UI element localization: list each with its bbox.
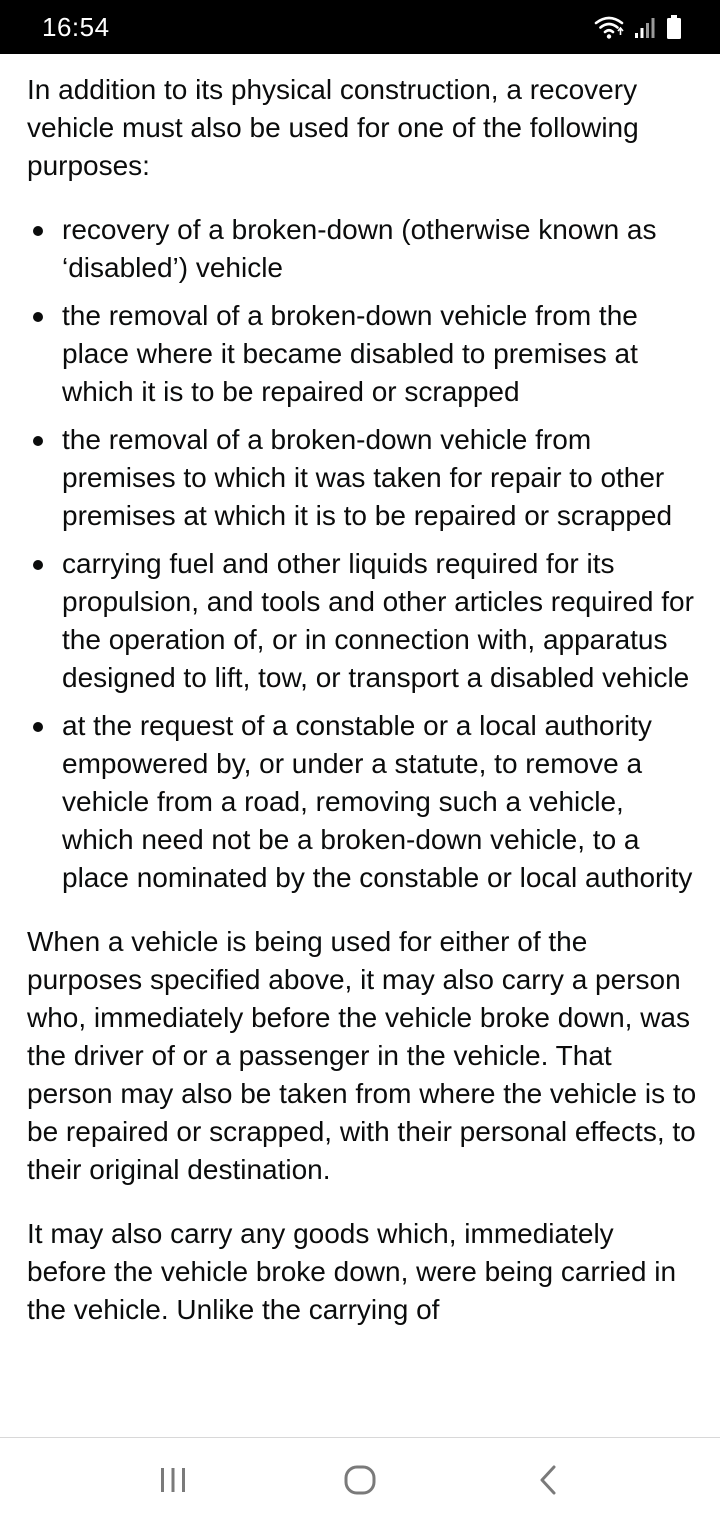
- back-icon: [536, 1464, 560, 1496]
- list-item-text: recovery of a broken-down (otherwise known as ‘disabled’) vehicle: [62, 214, 657, 283]
- list-item-text: the removal of a broken-down vehicle from the place where it became disabled to premises at which it is to be repaired or scrapped: [62, 300, 638, 407]
- status-bar: [0, 0, 720, 54]
- list-item: [27, 421, 699, 535]
- list-item: [27, 297, 699, 411]
- list-item: [27, 211, 699, 287]
- intro-paragraph: In addition to its physical construction, a recovery vehicle must also be used for one of the following purposes:: [27, 74, 639, 181]
- article-body: [27, 54, 699, 1355]
- status-time: 16:54: [42, 11, 110, 42]
- bullet-dot: [33, 312, 43, 322]
- wifi-icon: [594, 14, 624, 40]
- list-item: [27, 545, 699, 697]
- list-item-text: the removal of a broken-down vehicle from premises to which it was taken for repair to other premises at which it is to be repaired or scrapped: [62, 424, 673, 531]
- list-item: [27, 707, 699, 897]
- status-icons: [594, 14, 682, 40]
- bullet-dot: [33, 436, 43, 446]
- recent-apps-icon: [158, 1466, 188, 1494]
- passenger-paragraph: When a vehicle is being used for either of the purposes specified above, it may also carry a person who, immediately before the vehicle broke down, was the driver of or a passenger in the vehicle. That person may also be taken from where the vehicle is to be repaired or scrapped, with their personal effects, to their original destination.: [27, 926, 697, 1185]
- bullet-dot: [33, 560, 43, 570]
- home-button[interactable]: [300, 1438, 420, 1520]
- battery-icon: [666, 14, 682, 40]
- bullet-dot: [33, 226, 43, 236]
- list-item-text: at the request of a constable or a local authority empowered by, or under a statute, to remove a vehicle from a road, removing such a vehicle, which need not be a broken-down vehicle, to a place nominated by the constable or local authority: [62, 710, 693, 893]
- article-content[interactable]: [0, 54, 720, 1437]
- list-item-text: carrying fuel and other liquids required for its propulsion, and tools and other articles required for the operation of, or in connection with, apparatus designed to lift, tow, or transport a disabled vehicle: [62, 548, 694, 693]
- home-icon: [343, 1464, 377, 1496]
- signal-icon: [634, 15, 656, 39]
- recent-apps-button[interactable]: [113, 1438, 233, 1520]
- navigation-bar: [0, 1437, 720, 1520]
- bullet-dot: [33, 722, 43, 732]
- purposes-list: [27, 211, 699, 897]
- goods-paragraph: It may also carry any goods which, immediately before the vehicle broke down, were being carried in the vehicle. Unlike the carrying of: [27, 1218, 677, 1325]
- back-button[interactable]: [488, 1438, 608, 1520]
